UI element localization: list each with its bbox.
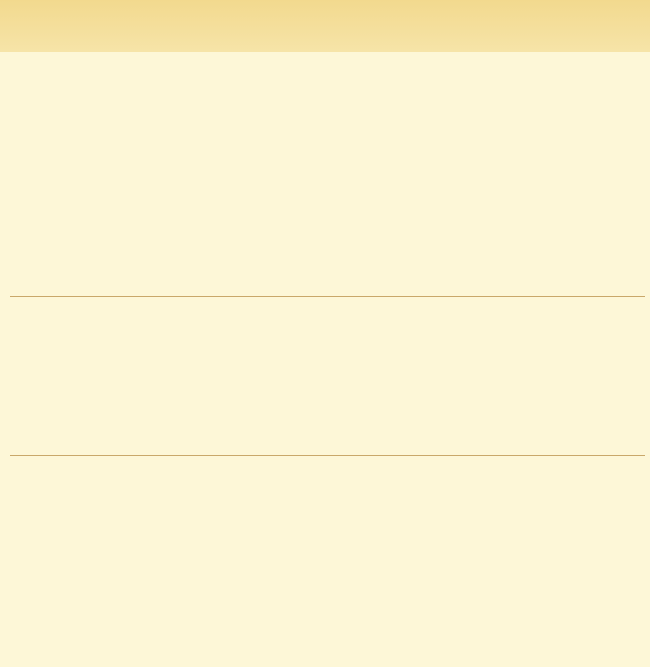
divider <box>10 455 645 456</box>
header-band <box>0 0 650 52</box>
divider <box>10 296 645 297</box>
